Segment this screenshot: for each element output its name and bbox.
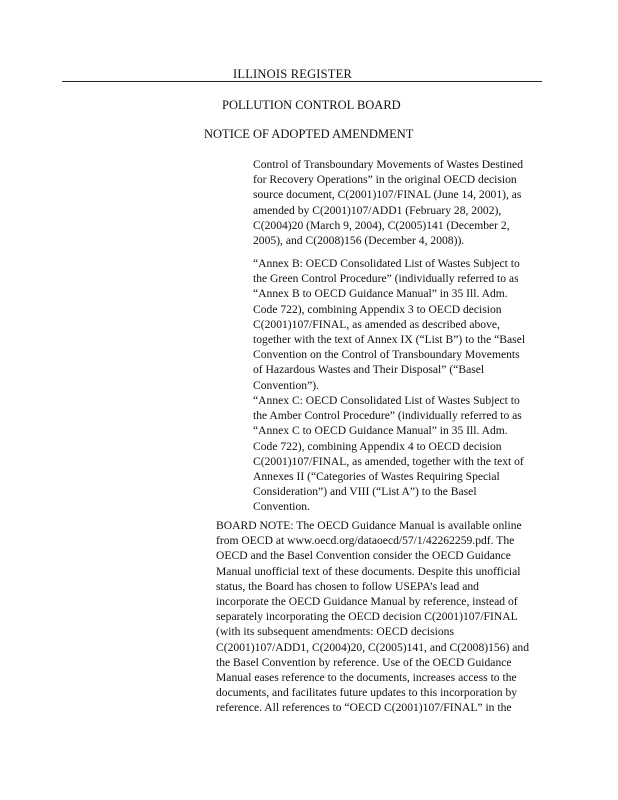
text-line: for Recovery Operations” in the original OECD decision: [253, 173, 517, 187]
text-line: Control of Transboundary Movements of Wastes Destined: [253, 158, 523, 171]
text-line: status, the Board has chosen to follow USEPA’s lead and: [216, 579, 479, 593]
paragraph-control-of-wastes: [253, 157, 523, 248]
text-line: C(2001)107/ADD1, C(2004)20, C(2005)141, and C(2008)156) and: [216, 640, 529, 654]
text-line: C(2001)107/FINAL, as amended, together with the text of: [253, 454, 524, 468]
paragraph-annex-b: [253, 256, 525, 393]
text-line: of Hazardous Wastes and Their Disposal” (“Basel: [253, 363, 485, 377]
text-line: “Annex C: OECD Consolidated List of Wastes Subject to: [253, 394, 520, 407]
text-line: Code 722), combining Appendix 3 to OECD decision: [253, 302, 502, 316]
text-line: C(2004)20 (March 9, 2004), C(2005)141 (December 2,: [253, 218, 510, 232]
text-line: Convention on the Control of Transboundary Movements: [253, 348, 520, 362]
text-line: Convention”).: [253, 378, 320, 392]
text-line: reference. All references to “OECD C(2001)107/FINAL” in the: [216, 701, 512, 715]
text-line: Consideration”) and VIII (“List A”) to the Basel: [253, 485, 477, 499]
text-line: “Annex B: OECD Consolidated List of Wastes Subject to: [253, 257, 520, 270]
paragraph-annex-c: [253, 393, 524, 515]
text-line: Manual eases reference to the documents, increases access to the: [216, 671, 517, 685]
text-line: “Annex B to OECD Guidance Manual” in 35 Ill. Adm.: [253, 287, 508, 301]
text-line: Code 722), combining Appendix 4 to OECD decision: [253, 439, 502, 453]
text-line: C(2001)107/FINAL, as amended as described above,: [253, 317, 500, 331]
text-line: BOARD NOTE: The OECD Guidance Manual is available online: [216, 519, 522, 532]
text-line: Manual unofficial text of these documents. Despite this unofficial: [216, 564, 521, 578]
header-rule: [62, 81, 542, 82]
text-line: amended by C(2001)107/ADD1 (February 28, 2002),: [253, 203, 502, 217]
text-line: the Basel Convention by reference. Use of the OECD Guidance: [216, 655, 512, 669]
notice-title: NOTICE OF ADOPTED AMENDMENT: [204, 127, 414, 141]
text-line: 2005), and C(2008)156 (December 4, 2008)).: [253, 234, 465, 248]
text-line: Convention.: [253, 500, 311, 514]
text-line: source document, C(2001)107/FINAL (June 14, 2001), as: [253, 188, 522, 202]
text-line: together with the text of Annex IX (“List B”) to the “Basel: [253, 333, 526, 347]
text-line: from OECD at www.oecd.org/dataoecd/57/1/42262259.pdf. The: [216, 534, 515, 548]
text-line: documents, and facilitates future updates to this incorporation by: [216, 686, 518, 700]
text-line: OECD and the Basel Convention consider the OECD Guidance: [216, 549, 511, 563]
text-line: the Amber Control Procedure” (individually referred to as: [253, 409, 522, 423]
text-line: the Green Control Procedure” (individually referred to as: [253, 272, 519, 286]
text-line: “Annex C to OECD Guidance Manual” in 35 Ill. Adm.: [253, 424, 508, 438]
text-line: (with its subsequent amendments: OECD decisions: [216, 625, 454, 639]
text-line: Annexes II (“Categories of Wastes Requiring Special: [253, 470, 500, 484]
board-note: [216, 518, 529, 716]
text-line: separately incorporating the OECD decision C(2001)107/FINAL: [216, 610, 518, 624]
board-title: POLLUTION CONTROL BOARD: [222, 98, 401, 112]
text-line: incorporate the OECD Guidance Manual by reference, instead of: [216, 595, 518, 609]
register-title: ILLINOIS REGISTER: [233, 67, 353, 81]
